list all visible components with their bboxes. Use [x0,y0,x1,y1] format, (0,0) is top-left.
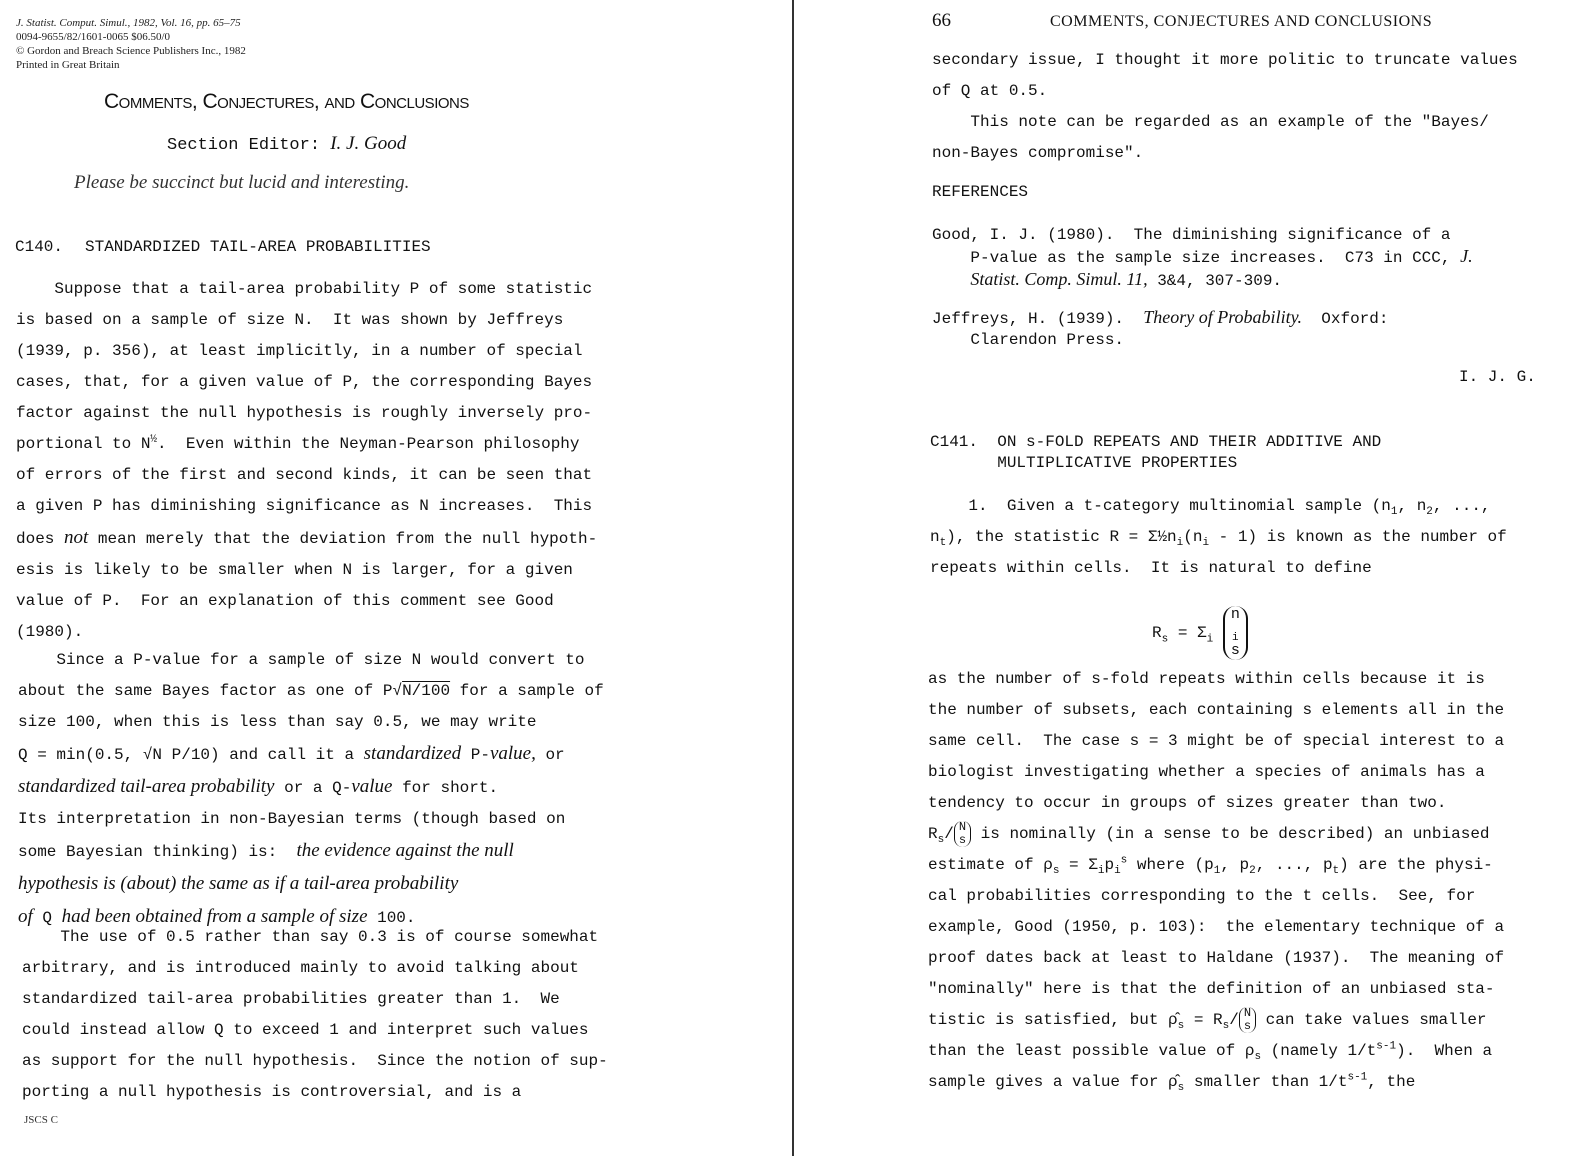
emphasis: the evidence against the null [296,840,514,861]
journal-citation: J. Statist. Comput. Simul., 1982, Vol. 16, pp. 65–75 [16,17,241,29]
paragraph-c141-1 [930,491,1507,584]
text-line: biologist investigating whether a species of animals has a [928,763,1485,781]
text-line: 100. [367,909,416,927]
text-line: same cell. The case s = 3 might be of special interest to a [928,732,1505,750]
section-editor-name: I. J. Good [330,133,407,154]
text-line: , the [1367,1073,1416,1091]
text-line: Q = min(0.5, √N P/10) and call it a [18,746,364,764]
text-line: / [1229,1011,1239,1029]
subscript: t [1332,865,1340,878]
exponent: ½ [150,433,158,446]
text-line: of errors of the first and second kinds, it can be seen that [16,466,593,484]
text-line: (namely 1/t [1261,1042,1377,1060]
text-line: is nominally (in a sense to be described) an unbiased [971,825,1490,843]
text-line: / [944,825,954,843]
display-equation [1152,606,1248,660]
text-line: factor against the null hypothesis is roughly inversely pro- [16,404,593,422]
subscript: i [1176,537,1184,550]
binom-bottom: s [1243,1018,1252,1033]
text-line: repeats within cells. It is natural to define [930,559,1372,577]
emphasis: of [18,906,33,927]
text-line: as the number of s-fold repeats within cells because it is [928,670,1485,688]
text-line: tendency to occur in groups of sizes greater than two. [928,794,1447,812]
paragraph-bayes-compromise [932,107,1489,169]
subscript: i [1232,632,1239,644]
text-line: as support for the null hypothesis. Since the notion of sup- [22,1052,608,1070]
text-line: porting a null hypothesis is controversial, and is a [22,1083,522,1101]
text-line: example, Good (1950, p. 103): the elementary technique of a [928,918,1505,936]
text-line: Its interpretation in non-Bayesian terms (though based on [18,810,566,828]
motto: Please be succinct but lucid and interesting. [74,172,410,193]
text-line: is based on a sample of size N. It was shown by Jeffreys [16,311,564,329]
text-line: Since a P-value for a sample of size N would convert to [18,651,585,669]
text-line: the number of subsets, each containing s elements all in the [928,701,1505,719]
article-title: STANDARDIZED TAIL-AREA PROBABILITIES [85,238,431,256]
text-line: for short. [392,779,499,797]
text-line: - 1) is known as the number of [1209,528,1507,546]
reference-jeffreys-1939 [932,307,1388,351]
emphasis: standardized tail-area probability [18,776,275,797]
text-line: , ..., p [1255,856,1333,874]
binom-top-text: n [1230,606,1240,623]
emphasis: hypothesis is (about) the same as if a tail-area probability [18,873,459,894]
subscript: i [1206,633,1214,646]
article-number: C140. [15,238,64,256]
text-line: or [535,746,565,764]
copyright-line: © Gordon and Breach Science Publishers Inc., 1982 [16,45,246,57]
subscript: 2 [1249,865,1256,878]
text-line: Jeffreys, H. (1939). [932,310,1144,328]
text-line: portional to N [16,435,151,453]
emphasis: standardized [363,743,462,764]
text-line: size 100, when this is less than say 0.5, we may write [18,713,537,731]
text-line: . Even within the Neyman-Pearson philosophy [157,435,580,453]
text-line: = R [1184,1011,1223,1029]
article-title-cont: MULTIPLICATIVE PROPERTIES [997,454,1238,472]
text-line: smaller than 1/t [1184,1073,1348,1091]
subscript: s [1161,633,1169,646]
running-head: COMMENTS, CONJECTURES AND CONCLUSIONS [1050,13,1433,30]
paragraph-2 [18,645,604,934]
emphasis: value [351,776,393,797]
text-line: esis is likely to be smaller when N is larger, for a given [16,561,573,579]
text-line: cases, that, for a given value of P, the corresponding Bayes [16,373,593,391]
emphasis: J. [1460,246,1473,266]
binomial-coefficient [1223,606,1248,660]
text-line: = Σ [1059,856,1098,874]
section-editor-label: Section Editor: [167,136,321,155]
exponent: s-1 [1347,1071,1368,1084]
text-line: estimate of ρ [928,856,1053,874]
text-line: , ..., [1432,497,1491,515]
text-line: P-value as the sample size increases. C73 in CCC, [932,249,1461,267]
article-number: C141. [930,433,979,451]
eq-sum: = Σ [1168,624,1207,643]
subscript: s [1222,1020,1230,1033]
sqrt-argument: N/100 [402,682,451,700]
binom-top [1231,606,1240,642]
text-line: R [928,825,938,843]
text-line: p [1104,856,1115,874]
article-heading-c140 [15,238,431,256]
binom-bottom: s [958,832,967,847]
text-line: for a sample of [450,682,604,700]
text-line: about the same Bayes factor as one of P√ [18,682,403,700]
text-line: could instead allow Q to exceed 1 and interpret such values [22,1021,589,1039]
subscript: i [1114,865,1121,878]
subscript: s [1177,1082,1185,1095]
text-line: This note can be regarded as an example of the "Bayes/ [932,113,1489,131]
text-line: Clarendon Press. [932,331,1125,349]
binom-bottom: s [1230,642,1240,659]
binom-top: N [958,819,967,834]
reference-good-1980 [932,225,1473,292]
paragraph-c141-2 [928,664,1504,1098]
journal-meta [16,16,246,72]
text-line: where (p [1127,856,1214,874]
text-line: cal probabilities corresponding to the t cells. See, for [928,887,1476,905]
article-title: ON s-FOLD REPEATS AND THEIR ADDITIVE AND [997,433,1382,451]
text-line: (1939, p. 356), at least implicitly, in a number of special [16,342,583,360]
text-line: of Q at 0.5. [932,82,1048,100]
text-line: tistic is satisfied, but ρ̂ [928,1011,1178,1029]
subscript: s [1177,1020,1185,1033]
text-line: ). When a [1396,1042,1493,1060]
emphasis: Theory of Probability. [1143,307,1303,327]
subscript: i [1202,537,1210,550]
binomial-coefficient [954,821,971,847]
text-line: can take values smaller [1256,1011,1487,1029]
text-line: value of P. For an explanation of this comment see Good [16,592,554,610]
text-line: , p [1220,856,1250,874]
text-line: Q [32,909,62,927]
subscript: s [937,834,945,847]
text-line: (1980). [16,623,84,641]
journal-code: 0094-9655/82/1601-0065 $06.50/0 [16,31,170,43]
text-line: non-Bayes compromise". [932,144,1144,162]
text-line: Suppose that a tail-area probability P of some statistic [16,280,593,298]
subscript: 1 [1213,865,1221,878]
article-heading-c141 [930,432,1381,474]
emphasis: value, [489,743,536,764]
section-title: Comments, Conjectures, and Conclusions [104,90,469,113]
page-signature: JSCS C [24,1114,58,1126]
text-line: (n [1183,528,1203,546]
subscript: t [939,537,947,550]
subscript: 1 [1390,506,1398,519]
text-line: sample gives a value for ρ̂ [928,1073,1178,1091]
right-page [794,0,1575,1156]
exponent: s-1 [1376,1040,1397,1053]
binom-top: N [1243,1005,1252,1020]
text-line: a given P has diminishing significance as N increases. This [16,497,593,515]
binomial-coefficient [1239,1007,1256,1033]
text-line: P- [461,746,490,764]
subscript: s [1052,865,1060,878]
emphasis: had been obtained from a sample of size [61,906,368,927]
emphasis: not [64,527,89,548]
text-line: The use of 0.5 rather than say 0.3 is of course somewhat [22,928,599,946]
text-line: ), the statistic R = Σ½n [946,528,1177,546]
printed-line: Printed in Great Britain [16,59,120,71]
text-line: mean merely that the deviation from the null hypoth- [88,530,598,548]
text-line: some Bayesian thinking) is: [18,843,297,861]
emphasis: Statist. Comp. Simul. 11, [970,269,1148,289]
text-line: does [16,530,65,548]
paragraph-3 [22,922,608,1108]
text-line: 3&4, 307-309. [1147,272,1283,290]
paragraph-1 [16,274,597,648]
text-line: or a Q- [274,779,352,797]
text-line [932,272,970,290]
exponent: s [1120,854,1128,867]
text-line: n [930,528,940,546]
references-heading: REFERENCES [932,183,1029,201]
author-signoff: I. J. G. [1459,368,1536,386]
subscript: s [1254,1051,1262,1064]
text-line: 1. Given a t-category multinomial sample (n [930,497,1391,515]
text-line: secondary issue, I thought it more politic to truncate values [932,51,1518,69]
subscript: i [1097,865,1105,878]
text-line: Oxford: [1302,310,1389,328]
page-number: 66 [932,10,951,31]
text-line: , n [1397,497,1427,515]
text-line: arbitrary, and is introduced mainly to avoid talking about [22,959,579,977]
text-line: "nominally" here is that the definition of an unbiased sta- [928,980,1495,998]
text-line: standardized tail-area probabilities greater than 1. We [22,990,560,1008]
eq-lhs: R [1152,624,1162,643]
text-line: than the least possible value of ρ [928,1042,1255,1060]
subscript: 2 [1426,506,1433,519]
text-line: Good, I. J. (1980). The diminishing significance of a [932,226,1451,244]
section-editor [167,133,406,155]
paragraph-continued [932,45,1518,107]
text-line: proof dates back at least to Haldane (1937). The meaning of [928,949,1505,967]
text-line: ) are the physi- [1339,856,1493,874]
